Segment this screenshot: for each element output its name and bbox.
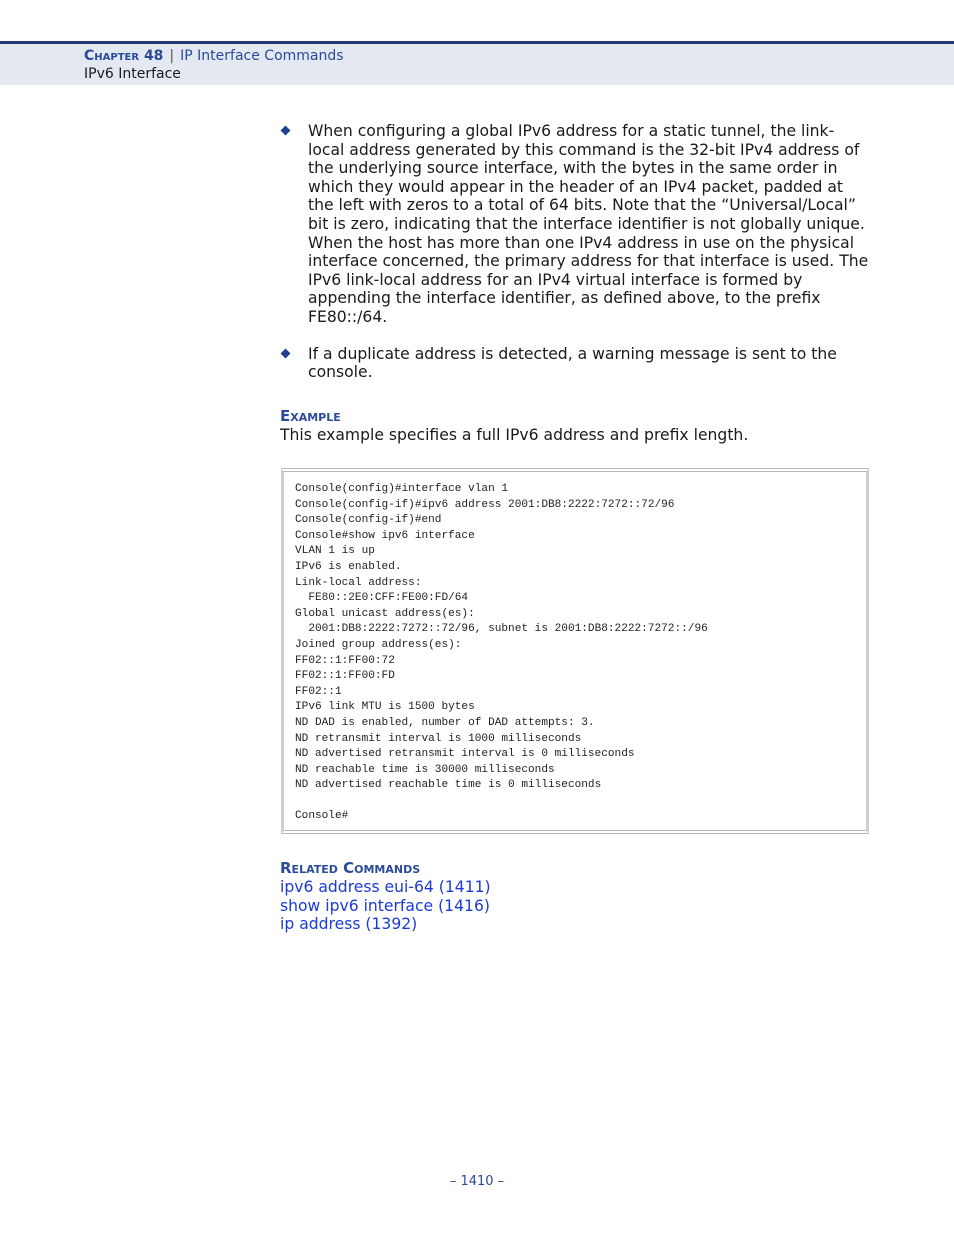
related-commands-heading: Related Commands: [280, 859, 421, 877]
related-commands-section: [280, 859, 870, 934]
bullet-item: [280, 345, 870, 382]
related-links: [280, 878, 870, 934]
bullet-list: [280, 122, 870, 382]
example-heading: Example: [280, 407, 341, 425]
section-title: IPv6 Interface: [84, 66, 181, 82]
page-header: [0, 41, 954, 85]
code-block: [281, 468, 869, 834]
link-ip-address[interactable]: ip address (1392): [280, 915, 418, 934]
bullet-text: When configuring a global IPv6 address for a static tunnel, the link-local address generated by this command is the 32-bit IPv4 address of the underlying source interface, with the bytes in the same order in which they would appear in the header of an IPv4 packet, padded at the left with zeros to a total of 64 bits. Note that the “Universal/Local” bit is zero, indicating that the interface identifier is not globally unique. When the host has more than one IPv4 address in use on the physical interface concerned, the primary address for that interface is used. The IPv6 link-local address for an IPv4 virtual interface is formed by appending the interface identifier, as defined above, to the prefix FE80::/64.: [308, 122, 869, 326]
page-number: – 1410 –: [449, 1174, 505, 1189]
link-show-ipv6-interface[interactable]: show ipv6 interface (1416): [280, 896, 490, 915]
link-ipv6-address-eui-64[interactable]: ipv6 address eui-64 (1411): [280, 878, 491, 896]
code-text: Console(config)#interface vlan 1 Console(config-if)#ipv6 address 2001:DB8:2222:7272::72/96 Console(config-if)#end Console#show ipv6 interface VLAN 1 is up IPv6 is enabled. Link-local address: FE80::2E0:CFF:FE00:FD/64 Global unicast address(es): 2001:DB8:2222:7272::72/96, subnet is 2001:DB8:2222:7272::/96 Joined group address(es): FF02::1:FF00:72 FF02::1:FF00:FD FF02::1 IPv6 link MTU is 1500 bytes ND DAD is enabled, number of DAD attempts: 3. ND retransmit interval is 1000 milliseconds ND advertised retransmit interval is 0 milliseconds ND reachable time is 30000 milliseconds ND advertised reachable time is 0 milliseconds Console#: [295, 483, 708, 823]
example-section: [280, 407, 870, 445]
bullet-item: [280, 122, 870, 327]
bullet-text: If a duplicate address is detected, a warning message is sent to the console.: [308, 344, 837, 382]
header-separator: |: [169, 48, 175, 64]
diamond-bullet-icon: [281, 348, 291, 358]
chapter-title: IP Interface Commands: [180, 48, 344, 64]
diamond-bullet-icon: [281, 126, 291, 136]
chapter-label: Chapter 48: [84, 48, 164, 64]
chapter-line: [84, 48, 344, 64]
example-intro: This example specifies a full IPv6 address and prefix length.: [280, 426, 749, 444]
